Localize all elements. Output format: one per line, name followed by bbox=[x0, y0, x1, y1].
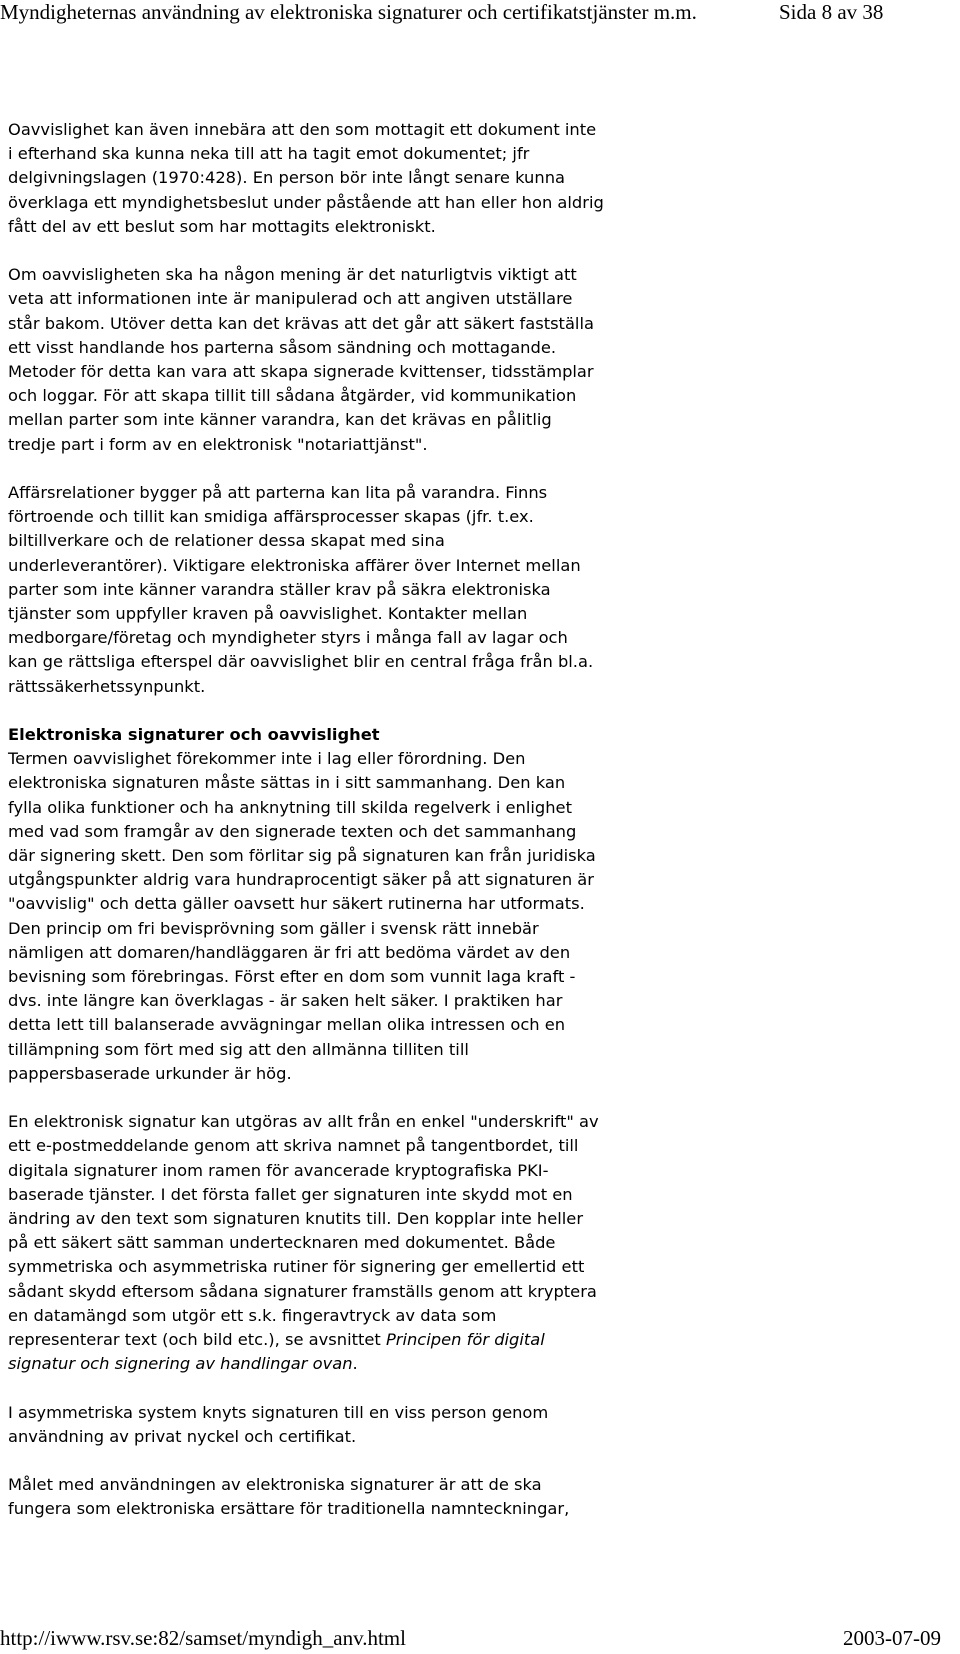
section-reference: Principen för digital bbox=[385, 1330, 545, 1350]
document-body bbox=[8, 118, 952, 1522]
paragraph bbox=[8, 118, 952, 239]
text-line: baserade tjänster. I det första fallet ger signaturen inte skydd mot en bbox=[8, 1184, 573, 1204]
text-line: "oavvislig" och detta gäller oavsett hur säkert rutinerna har utformats. bbox=[8, 894, 585, 914]
text-line: i efterhand ska kunna neka till att ha tagit emot dokumentet; jfr bbox=[8, 144, 530, 164]
text-line bbox=[8, 1352, 952, 1376]
text-line: medborgare/företag och myndigheter styrs i många fall av lagar och bbox=[8, 628, 568, 648]
text-line: fungera som elektroniska ersättare för traditionella namnteckningar, bbox=[8, 1499, 570, 1519]
text-line: underleverantörer). Viktigare elektroniska affärer över Internet mellan bbox=[8, 555, 581, 575]
text-line: mellan parter som inte känner varandra, kan det krävas en pålitlig bbox=[8, 410, 552, 430]
text-line: där signering skett. Den som förlitar sig på signaturen kan från juridiska bbox=[8, 846, 596, 866]
text-line: biltillverkare och de relationer dessa skapat med sina bbox=[8, 531, 445, 551]
text-line: detta lett till balanserade avvägningar mellan olika intressen och en bbox=[8, 1015, 566, 1035]
text-fragment: representerar text (och bild etc.), se avsnittet bbox=[8, 1330, 386, 1350]
text-line: fått del av ett beslut som har mottagits elektroniskt. bbox=[8, 216, 436, 236]
text-line: Oavvislighet kan även innebära att den som mottagit ett dokument inte bbox=[8, 120, 597, 139]
paragraph bbox=[8, 1401, 952, 1449]
text-line: symmetriska och asymmetriska rutiner för signering ger emellertid ett bbox=[8, 1257, 585, 1277]
text-line: Termen oavvislighet förekommer inte i lag eller förordning. Den bbox=[8, 749, 526, 769]
text-line: Den princip om fri bevisprövning som gäller i svensk rätt innebär bbox=[8, 918, 539, 938]
text-line: ett visst handlande hos parterna såsom sändning och mottagande. bbox=[8, 337, 557, 357]
text-line: på ett säkert sätt samman undertecknaren med dokumentet. Både bbox=[8, 1233, 556, 1253]
text-line: nämligen att domaren/handläggaren är fri att bedöma värdet av den bbox=[8, 942, 571, 962]
page-footer bbox=[0, 1626, 960, 1654]
text-line: bevisning som förebringas. Först efter en dom som vunnit laga kraft - bbox=[8, 967, 576, 987]
text-line: I asymmetriska system knyts signaturen till en viss person genom bbox=[8, 1402, 549, 1422]
print-date: 2003-07-09 bbox=[843, 1626, 941, 1650]
section-reference: signatur och signering av handlingar ovan bbox=[8, 1354, 353, 1374]
paragraph bbox=[8, 1110, 952, 1376]
text-line: Målet med användningen av elektroniska signaturer är att de ska bbox=[8, 1475, 542, 1495]
text-line: en datamängd som utgör ett s.k. fingeravtryck av data som bbox=[8, 1305, 497, 1325]
text-line: digitala signaturer inom ramen för avancerade kryptografiska PKI- bbox=[8, 1160, 549, 1180]
paragraph bbox=[8, 263, 952, 457]
text-line: kan ge rättsliga efterspel där oavvislighet blir en central fråga från bl.a. bbox=[8, 652, 594, 672]
text-line: användning av privat nyckel och certifikat. bbox=[8, 1426, 357, 1446]
document-title: Myndigheternas användning av elektroniska signaturer och certifikatstjänster m.m. bbox=[0, 0, 697, 24]
text-line: Om oavvisligheten ska ha någon mening är det naturligtvis viktigt att bbox=[8, 265, 577, 285]
paragraph bbox=[8, 1473, 952, 1521]
text-line: ändring av den text som signaturen knutits till. Den kopplar inte heller bbox=[8, 1209, 584, 1229]
text-line: Affärsrelationer bygger på att parterna kan lita på varandra. Finns bbox=[8, 483, 548, 503]
section bbox=[8, 723, 952, 1086]
text-line: ett e-postmeddelande genom att skriva namnet på tangentbordet, till bbox=[8, 1136, 579, 1156]
text-line: dvs. inte längre kan överklagas - är saken helt säker. I praktiken har bbox=[8, 991, 563, 1011]
page-number: Sida 8 av 38 bbox=[779, 0, 884, 24]
text-line: tredje part i form av en elektronisk "notariattjänst". bbox=[8, 434, 428, 454]
section-heading: Elektroniska signaturer och oavvislighet bbox=[8, 725, 380, 745]
text-line: rättssäkerhetssynpunkt. bbox=[8, 676, 206, 696]
source-url: http://iwww.rsv.se:82/samset/myndigh_anv.html bbox=[0, 1626, 406, 1650]
text-line: fylla olika funktioner och ha anknytning till skilda regelverk i enlighet bbox=[8, 797, 572, 817]
text-line: Metoder för detta kan vara att skapa signerade kvittenser, tidsstämplar bbox=[8, 362, 594, 382]
text-line: och loggar. För att skapa tillit till sådana åtgärder, vid kommunikation bbox=[8, 386, 577, 406]
text-line: pappersbaserade urkunder är hög. bbox=[8, 1063, 292, 1083]
text-line: tillämpning som fört med sig att den allmänna tilliten till bbox=[8, 1039, 469, 1059]
text-line: delgivningslagen (1970:428). En person bör inte långt senare kunna bbox=[8, 168, 565, 188]
text-line: veta att informationen inte är manipulerad och att angiven utställare bbox=[8, 289, 573, 309]
text-line: utgångspunkter aldrig vara hundraprocentigt säker på att signaturen är bbox=[8, 870, 594, 890]
text-line: En elektronisk signatur kan utgöras av allt från en enkel "underskrift" av bbox=[8, 1112, 599, 1132]
text-line bbox=[8, 1328, 952, 1352]
paragraph bbox=[8, 481, 952, 699]
text-fragment: . bbox=[352, 1354, 358, 1374]
text-line: med vad som framgår av den signerade texten och det sammanhang bbox=[8, 821, 577, 841]
text-line: tjänster som uppfyller kraven på oavvislighet. Kontakter mellan bbox=[8, 604, 528, 624]
text-line: parter som inte känner varandra ställer krav på säkra elektroniska bbox=[8, 579, 551, 599]
page-header bbox=[0, 0, 960, 30]
text-line: sådant skydd eftersom sådana signaturer framställs genom att kryptera bbox=[8, 1281, 597, 1301]
text-line: överklaga ett myndighetsbeslut under påstående att han eller hon aldrig bbox=[8, 192, 604, 212]
text-line: står bakom. Utöver detta kan det krävas att det går att säkert fastställa bbox=[8, 313, 594, 333]
text-line: elektroniska signaturen måste sättas in i sitt sammanhang. Den kan bbox=[8, 773, 566, 793]
text-line: förtroende och tillit kan smidiga affärsprocesser skapas (jfr. t.ex. bbox=[8, 507, 534, 527]
